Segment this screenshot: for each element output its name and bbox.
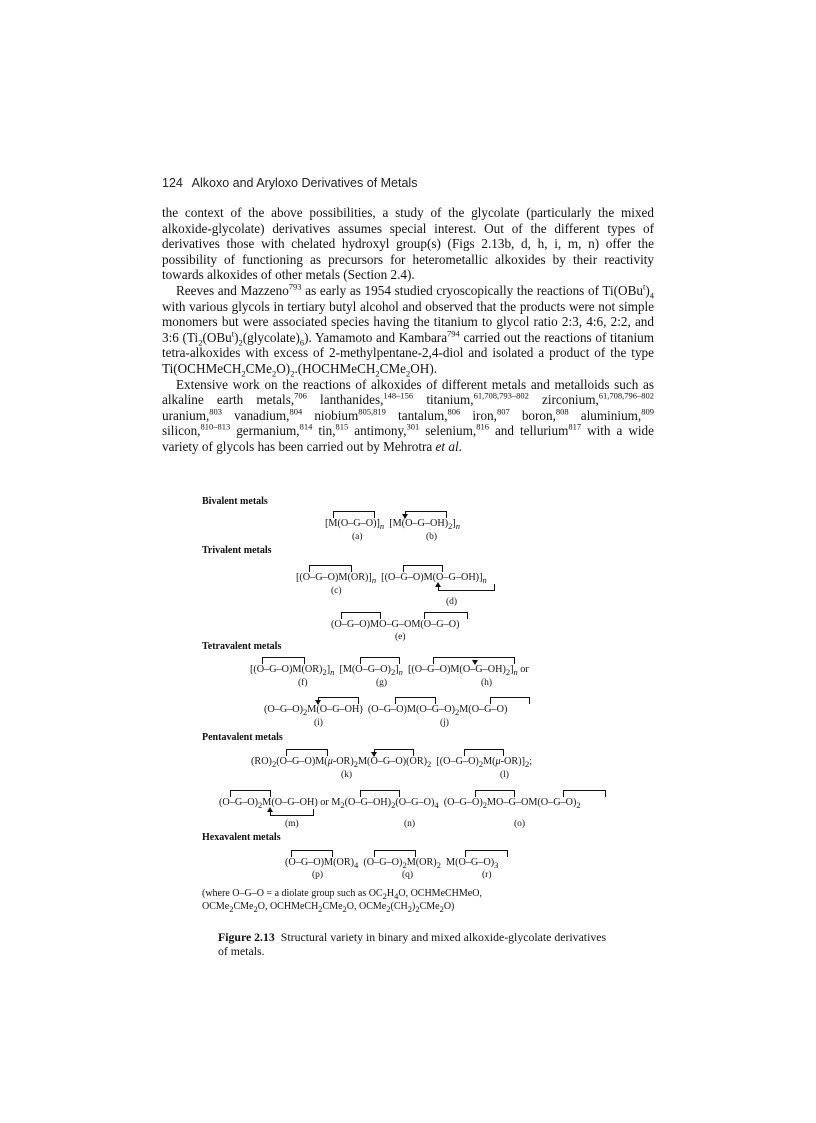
arrow-icon	[435, 582, 441, 587]
formula-m-n-o: $(O-G-O)_2M(O-G-OH)$ or $M_2(O-G-OH)_2(O-G-O)_4$ $(O-G-O)_2MO-G-OM(O-G-O)_2$	[219, 797, 581, 811]
formula-k-l: $(RO)_2(O-G-O)M(\mu-OR)_2M(O-G-O)(OR)_2$ $[(O-G-O)_2M(\mu-OR)]_2$;	[251, 756, 533, 770]
page-number: 124	[162, 176, 183, 190]
label-h: (h)	[481, 678, 493, 688]
label-g: (g)	[376, 678, 388, 688]
label-j: (j)	[440, 718, 449, 728]
caption-label: Figure 2.13	[218, 930, 275, 944]
label-r: (r)	[482, 870, 492, 880]
caption-text: Structural variety in binary and mixed alkoxide-glycolate derivatives of metals.	[218, 930, 607, 958]
formula-f-g-h: $[(O-G-O)M(OR)_2]_n$ $[M(O-G-O)_2]_n$ $[(O-G-O)M(O-G-OH)_2]_n$ or	[250, 664, 529, 678]
chelate-bracket	[438, 584, 495, 591]
formula-p-q-r: $(O-G-O)M(OR)_4$ $(O-G-O)_2M(OR)_2$ $M(O-G-O)_3$	[285, 857, 499, 871]
chelate-bracket	[360, 657, 400, 664]
label-k: (k)	[341, 770, 353, 780]
chelate-bracket	[490, 697, 530, 704]
formula-c-d: $[(O-G-O)M(OR)]_n$ $[(O-G-O)M(O-G-OH)]_n$	[296, 572, 487, 586]
running-title: Alkoxo and Aryloxo Derivatives of Metals	[191, 176, 418, 190]
category-pentavalent: Pentavalent metals	[202, 732, 283, 743]
label-l: (l)	[500, 770, 509, 780]
category-bivalent: Bivalent metals	[202, 496, 268, 507]
category-trivalent: Trivalent metals	[202, 545, 272, 556]
label-d: (d)	[446, 597, 458, 607]
chelate-bracket	[475, 790, 515, 797]
chelate-bracket	[563, 790, 606, 797]
label-f: (f)	[298, 678, 308, 688]
chelate-bracket	[464, 749, 504, 756]
chelate-bracket	[230, 790, 271, 797]
chelate-bracket	[360, 790, 400, 797]
chelate-bracket	[405, 511, 447, 518]
chelate-bracket	[262, 657, 305, 664]
chelate-bracket	[374, 850, 416, 857]
label-i: (i)	[314, 718, 323, 728]
category-hexavalent: Hexavalent metals	[202, 832, 281, 843]
label-e: (e)	[395, 632, 406, 642]
chelate-bracket	[403, 565, 443, 572]
chelate-bracket	[424, 612, 468, 619]
formula-i-j: $(O-G-O)_2M(O-G-OH)$ $(O-G-O)M(O-G-O)_2M(O-G-O)$	[264, 704, 508, 718]
figure-caption	[218, 930, 618, 958]
paragraph: Reeves and Mazzeno$^{793}$ as early as 1954 studied cryoscopically the reactions of $Ti(OBu^t)_4$ with various glycols in tertiary butyl alcohol and observed that the products were not simple monomers but were associated species having the titanium to glycol ratio 2:3, 4:6, 2:2, and 3:6 $(Ti_2(OBu^t)_2(glycolate)_6)$. Yamamoto and Kambara$^{794}$ carried out the reactions of titanium tetra-alkoxides with excess of 2-methylpentane-2,4-diol and isolated a product of the type $Ti(OCHMeCH_2CMe_2O)_2.(HOCHMeCH_2CMe_2OH)$.	[162, 281, 654, 379]
formula-a: $[M(O-G-O)]_n$ $[M(O-G-OH)_2]_n$	[325, 518, 460, 532]
label-b: (b)	[426, 532, 438, 542]
category-tetravalent: Tetravalent metals	[202, 641, 282, 652]
label-m: (m)	[285, 819, 299, 829]
chelate-bracket	[286, 749, 328, 756]
figure-note: (where O–G–O = a diolate group such as $OC_2H_4O$, OCHMeCHMeO, OCMe$_2$CMe$_2$O, OCHMeCH$_2$CMe$_2$O, $OCMe_2(CH_2)_2CMe_2O$)	[202, 888, 482, 914]
label-o: (o)	[514, 819, 526, 829]
chelate-bracket	[374, 749, 414, 756]
chelate-bracket	[341, 612, 381, 619]
chelate-bracket	[309, 565, 352, 572]
chelate-bracket	[270, 809, 314, 816]
arrow-icon	[267, 807, 273, 812]
paragraph: Extensive work on the reactions of alkoxides of different metals and metalloids such as alkaline earth metals,$^{706}$ lanthanides,$^{148-156}$ titanium,$^{61,708,793-802}$ zirconium,$^{61,708,796-802}$ uranium,$^{803}$ vanadium,$^{804}$ niobium$^{805,819}$ tantalum,$^{806}$ iron,$^{807}$ boron,$^{808}$ aluminium,$^{809}$ silicon,$^{810-813}$ germanium,$^{814}$ tin,$^{815}$ antimony,$^{301}$ selenium,$^{816}$ and tellurium$^{817}$ with a wide variety of glycols has been carried out by Mehrotra et al.	[162, 376, 654, 454]
chelate-bracket	[291, 850, 333, 857]
label-n: (n)	[404, 819, 416, 829]
or-text: or	[520, 664, 529, 675]
label-q: (q)	[402, 870, 414, 880]
label-p: (p)	[312, 870, 324, 880]
label-a: (a)	[352, 532, 363, 542]
chelate-bracket	[318, 697, 359, 704]
chelate-bracket	[395, 697, 436, 704]
chelate-bracket	[465, 850, 508, 857]
chelate-bracket	[333, 511, 375, 518]
label-c: (c)	[331, 586, 342, 596]
formula-e: (O–G–O)MO–G–OM(O–G–O)	[331, 619, 460, 630]
paragraph: the context of the above possibilities, a study of the glycolate (particularly the mixed alkoxide-glycolate) derivatives assumes special interest. Out of the different types of derivatives those with chelated hydroxyl group(s) (Figs 2.13b, d, h, i, m, n) offer the possibility of functioning as precursors for heterometallic alkoxides by their reactivity towards alkoxides of other metals (Section 2.4).	[162, 205, 654, 283]
